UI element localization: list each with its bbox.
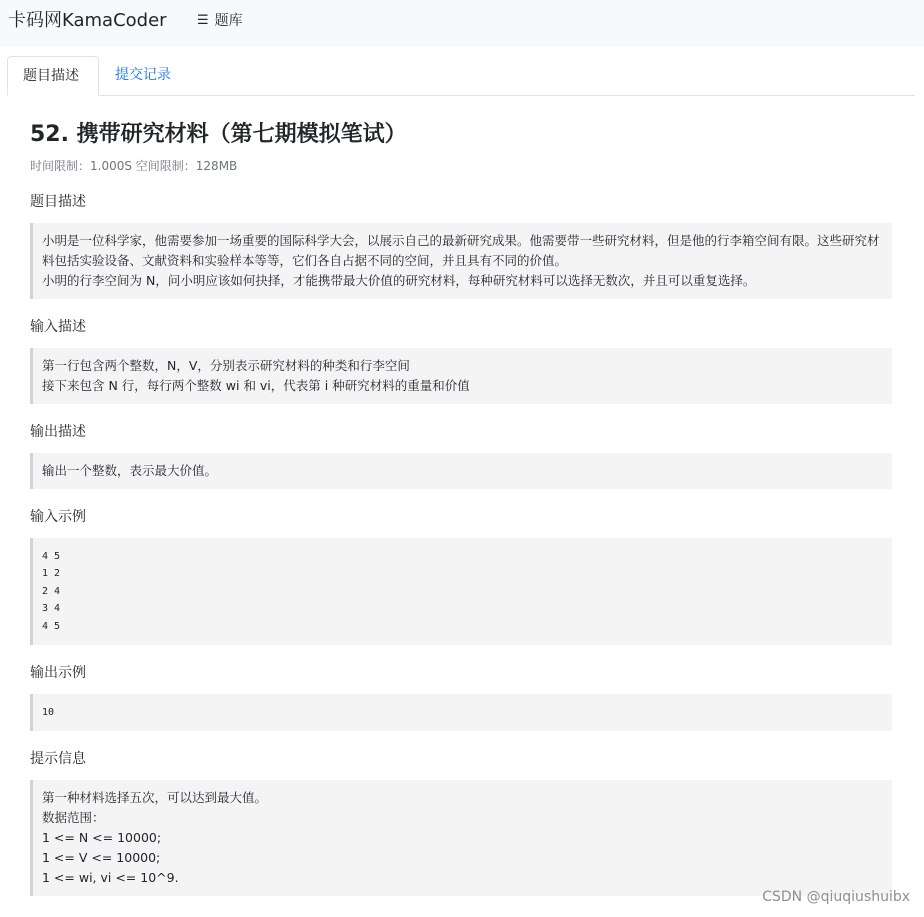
description-heading: 题目描述 — [30, 194, 86, 210]
problem-content — [30, 118, 892, 896]
output-block — [30, 453, 892, 489]
problem-limits: 时间限制：1.000S 空间限制：128MB — [30, 159, 238, 173]
site-brand[interactable]: 卡码网KamaCoder — [8, 10, 167, 31]
sample-input-line: 2 4 — [42, 585, 61, 597]
sample-input-line: 4 5 — [42, 620, 61, 632]
hint-heading: 提示信息 — [30, 751, 86, 768]
hint-line: 数据范围： — [42, 810, 105, 826]
input-line: 接下来包含 N 行，每行两个整数 wi 和 vi，代表第 i 种研究材料的重量和价值 — [42, 378, 470, 393]
problem-bank-label: 题库 — [214, 13, 243, 29]
hint-line: 1 <= V <= 10000; — [42, 850, 161, 866]
problem-tabs — [7, 56, 915, 96]
description-block — [30, 223, 892, 299]
sample-output-heading: 输出示例 — [30, 665, 86, 682]
input-line: 第一行包含两个整数，N，V，分别表示研究材料的种类和行李空间 — [42, 358, 410, 373]
top-navbar — [0, 0, 924, 47]
hint-block — [30, 780, 892, 896]
sample-output-block — [30, 694, 892, 731]
hint-line: 1 <= wi, vi <= 10^9. — [42, 870, 179, 886]
tab-description[interactable]: 题目描述 — [7, 56, 99, 96]
input-block — [30, 348, 892, 404]
tab-submissions[interactable]: 提交记录 — [115, 67, 171, 83]
problem-bank-menu[interactable] — [197, 12, 243, 30]
sample-input-line: 1 2 — [42, 568, 61, 580]
input-heading: 输入描述 — [30, 319, 86, 335]
sample-output-line: 10 — [42, 707, 55, 719]
hint-line: 1 <= N <= 10000; — [42, 830, 162, 846]
sample-input-block — [30, 538, 892, 645]
output-heading: 输出描述 — [30, 424, 86, 440]
description-line: 小明的行李空间为 N，问小明应该如何抉择，才能携带最大价值的研究材料，每种研究材料可以选择无数次，并且可以重复选择。 — [42, 273, 756, 288]
output-line: 输出一个整数，表示最大价值。 — [42, 463, 218, 478]
hint-line: 第一种材料选择五次，可以达到最大值。 — [42, 790, 268, 806]
sample-input-line: 3 4 — [42, 603, 61, 615]
sample-input-heading: 输入示例 — [30, 509, 86, 525]
hamburger-menu-icon: ☰ — [197, 13, 209, 28]
description-line: 小明是一位科学家，他需要参加一场重要的国际科学大会，以展示自己的最新研究成果。他需要带一些研究材料，但是他的行李箱空间有限。这些研究材料包括实验设备、文献资料和实验样本等等，它们各自占据不同的空间，并且具有不同的价值。 — [42, 233, 880, 268]
csdn-watermark: CSDN @qiuqiushuibx — [762, 889, 910, 905]
sample-input-line: 4 5 — [42, 551, 61, 562]
problem-title: 52. 携带研究材料（第七期模拟笔试） — [30, 122, 407, 147]
